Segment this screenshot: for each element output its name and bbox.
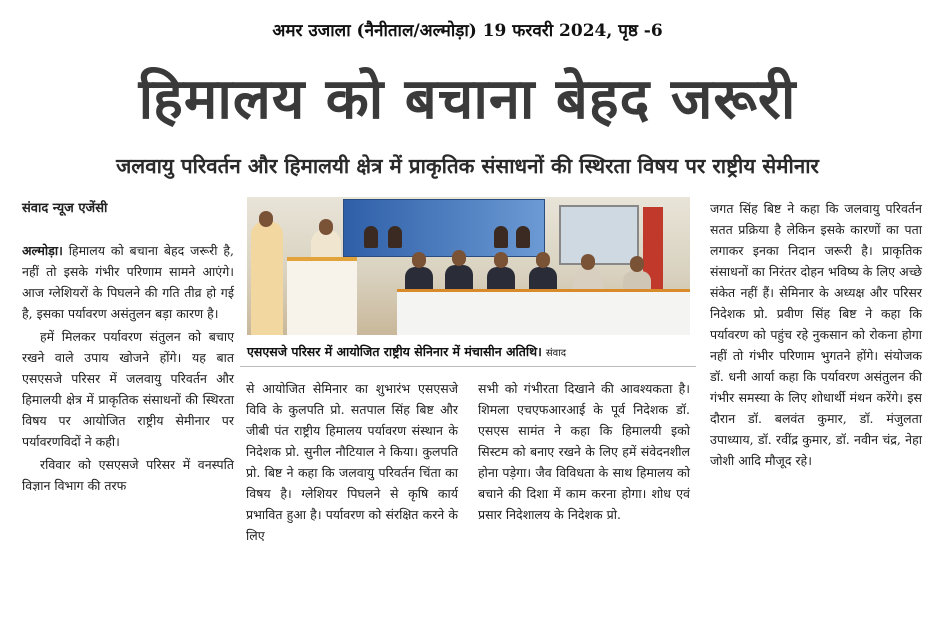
- masthead: अमर उजाला (नैनीताल/अल्मोड़ा) 19 फरवरी 2024, पृष्ठ -6: [272, 21, 663, 41]
- paragraph: सभी को गंभीरता दिखाने की आवश्यकता है। शिमला एचएफआरआई के पूर्व निदेशक डॉ. एसएस सामंत ने कहा कि हिमालयी इको सिस्टम को बनाए रखने के लिए हमें संवेदनशील होना पड़ेगा। जैव विविधता के साथ हिमालय को बचाने की दिशा में काम करना होगा। शोध एवं प्रसार निदेशालय के निदेशक प्रो.: [478, 381, 690, 522]
- projector-screen: [559, 205, 639, 265]
- headline: हिमालय को बचाना बेहद जरूरी: [138, 67, 797, 132]
- speaker-figure: [251, 221, 283, 335]
- paragraph-text: हिमालय को बचाना बेहद जरूरी है, नहीं तो इसके गंभीर परिणाम सामने आएंगे। आज ग्लेशियरों के पिघलने की गति तीव्र हो गई है, इसका पर्यावरण असंतुलन बड़ा कारण है।: [22, 243, 234, 321]
- seminar-photo: [247, 197, 690, 335]
- podium: [287, 257, 357, 335]
- caption-text: एसएसजे परिसर में आयोजित राष्ट्रीय सेनिनार में मंचासीन अतिथि।: [247, 344, 542, 359]
- paragraph: रविवार को एसएसजे परिसर में वनस्पति विज्ञान विभाग की तरफ: [22, 457, 234, 493]
- photo-credit: संवाद: [545, 348, 567, 359]
- byline: संवाद न्यूज एजेंसी: [22, 201, 108, 216]
- dateline: अल्मोड़ा।: [22, 243, 63, 258]
- paragraph: जगत सिंह बिष्ट ने कहा कि जलवायु परिवर्तन सतत प्रक्रिया है लेकिन इसके कारणों का पता लगाकर इनका निदान जरूरी है। प्राकृतिक संसाधनों का निरंतर दोहन भविष्य के लिए अच्छे संकेत नहीं हैं। सेमिनार के अध्यक्ष और परिसर निदेशक प्रो. प्रवीण सिंह बिष्ट ने कहा कि पर्यावरण को पहुंच रहे नुकसान को रोकना होगा नहीं तो गंभीर परिणाम भुगतने होंगे। संयोजक डॉ. धनी आर्या कहा कि पर्यावरण असंतुलन की गंभीर समस्या के लिए शोधार्थी मंथन करेंगे। इस दौरान डॉ. बलवंत कुमार, डॉ. मंजुलता उपाध्याय, डॉ. रवींद्र कुमार, डॉ. नवीन चंद्र, नेहा जोशी आदि मौजूद रहे।: [710, 201, 922, 468]
- article-column-4: [710, 198, 922, 473]
- photo-caption: [247, 343, 690, 360]
- paragraph: से आयोजित सेमिनार का शुभारंभ एसएसजे विवि के कुलपति प्रो. सतपाल सिंह बिष्ट और जीबी पंत राष्ट्रीय हिमालय पर्यावरण संस्थान के निदेशक प्रो. सुनील नौटियाल ने किया। कुलपति प्रो. बिष्ट ने कहा कि जलवायु परिवर्तन चिंता का विषय है। ग्लेशियर पिघलने से कृषि कार्य प्रभावित हुआ है। पर्यावरण को संरक्षित करने के लिए: [246, 381, 458, 543]
- dais-table: [397, 289, 690, 335]
- paragraph: हमें मिलकर पर्यावरण संतुलन को बचाए रखने वाले उपाय खोजने होंगे। यह बात एसएसजे परिसर में जलवायु परिवर्तन और हिमालयी क्षेत्र में प्राकृतिक संसाधनों की स्थिरता विषय पर आयोजित राष्ट्रीय सेमीनार पर पर्यावरणविदों ने कही।: [22, 329, 234, 449]
- subheadline: जलवायु परिवर्तन और हिमालयी क्षेत्र में प्राकृतिक संसाधनों की स्थिरता विषय पर राष्ट्रीय सेमीनार: [116, 154, 819, 178]
- article-column-1: [22, 240, 234, 498]
- stage-banner: [343, 199, 545, 257]
- article-column-3: [478, 378, 690, 527]
- article-column-2: [246, 378, 458, 548]
- caption-divider: [240, 366, 696, 367]
- paragraph: [22, 240, 234, 324]
